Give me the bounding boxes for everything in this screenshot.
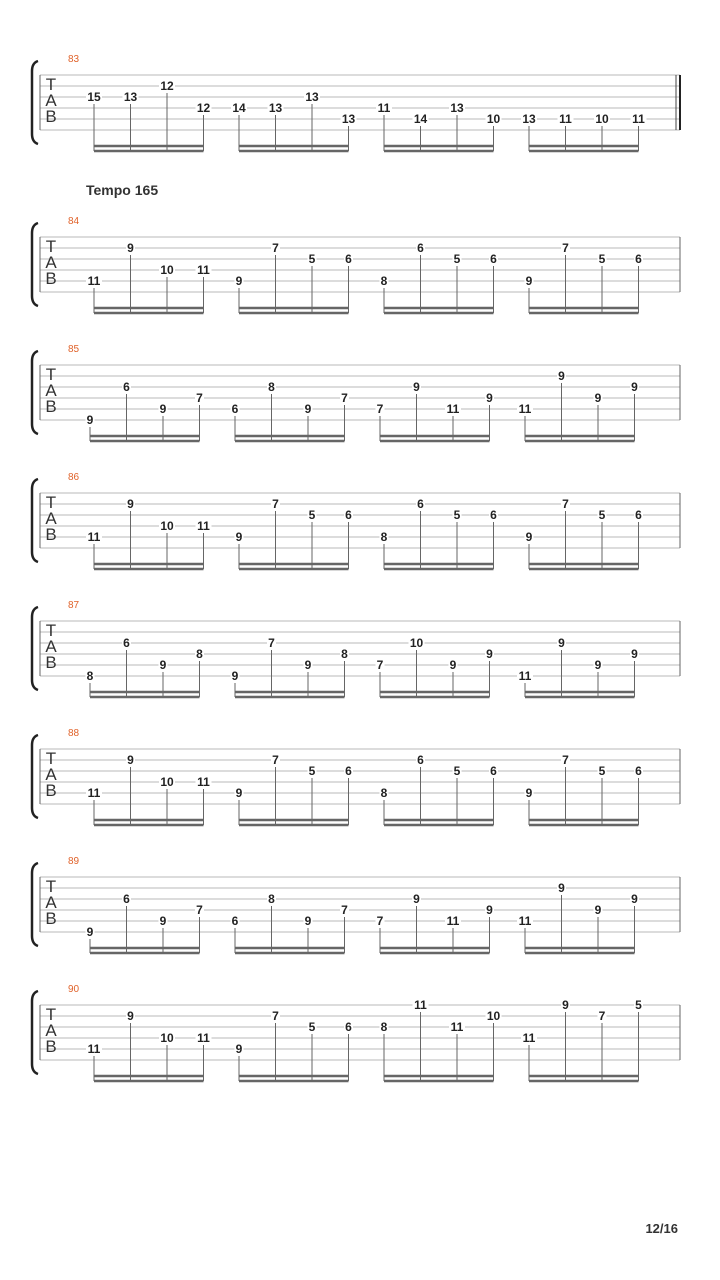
fret-number: 9	[231, 669, 239, 683]
fret-number: 9	[562, 998, 569, 1012]
fret-number: 9	[558, 636, 565, 650]
fret-number: 9	[86, 413, 94, 427]
system-bracket	[32, 223, 38, 306]
fret-number: 7	[562, 497, 569, 511]
fret-number: 7	[196, 391, 203, 405]
fret-number: 13	[522, 112, 536, 126]
tab-staff	[32, 344, 680, 441]
fret-number: 9	[525, 274, 533, 288]
fret-number: 14	[413, 112, 428, 126]
measure-number: 84	[68, 216, 80, 227]
fret-number: 9	[304, 914, 312, 928]
fret-number: 6	[490, 764, 497, 778]
fret-number: 6	[345, 764, 352, 778]
fret-number: 9	[525, 530, 533, 544]
fret-number: 11	[197, 519, 210, 533]
fret-number: 9	[449, 658, 457, 672]
fret-number: 9	[594, 391, 602, 405]
fret-number: 11	[87, 1042, 101, 1056]
tab-staff	[32, 54, 680, 151]
fret-number: 6	[123, 636, 130, 650]
fret-number: 8	[380, 786, 388, 800]
fret-number: 5	[598, 764, 606, 778]
fret-number: 9	[127, 241, 134, 255]
fret-number: 15	[87, 90, 101, 104]
fret-number: 7	[562, 241, 569, 255]
fret-number: 9	[235, 1042, 243, 1056]
fret-number: 11	[518, 669, 532, 683]
fret-number: 7	[376, 658, 384, 672]
fret-number: 11	[450, 1020, 464, 1034]
fret-number: 9	[558, 881, 565, 895]
tab-clef-letter: T	[45, 365, 57, 384]
system-bracket	[32, 607, 38, 690]
fret-number: 9	[235, 530, 243, 544]
fret-number: 6	[123, 380, 130, 394]
system-bracket	[32, 991, 38, 1074]
measure-number: 85	[68, 344, 80, 355]
tab-clef-letter: B	[45, 525, 57, 544]
fret-number: 9	[235, 786, 243, 800]
fret-number: 10	[160, 519, 174, 533]
fret-number: 5	[453, 764, 461, 778]
fret-number: 6	[635, 764, 642, 778]
fret-number: 10	[160, 263, 174, 277]
fret-number: 11	[87, 274, 101, 288]
fret-number: 7	[376, 402, 384, 416]
measure-number: 87	[68, 600, 80, 611]
fret-number: 7	[341, 903, 348, 917]
tab-clef-letter: B	[45, 781, 57, 800]
fret-number: 9	[594, 658, 602, 672]
fret-number: 6	[345, 252, 352, 266]
fret-number: 9	[631, 892, 638, 906]
fret-number: 8	[196, 647, 203, 661]
fret-number: 11	[632, 112, 645, 126]
fret-number: 9	[127, 1009, 134, 1023]
measure-number: 90	[68, 984, 80, 995]
tab-clef-letter: T	[45, 493, 57, 512]
tab-staff	[32, 216, 680, 313]
fret-number: 9	[304, 402, 312, 416]
fret-number: 6	[635, 252, 642, 266]
fret-number: 7	[341, 391, 348, 405]
fret-number: 9	[127, 753, 134, 767]
fret-number: 11	[87, 786, 101, 800]
fret-number: 6	[231, 402, 239, 416]
fret-number: 9	[558, 369, 565, 383]
fret-number: 6	[417, 753, 424, 767]
fret-number: 9	[127, 497, 134, 511]
fret-number: 9	[159, 658, 167, 672]
fret-number: 8	[380, 274, 388, 288]
tab-clef-letter: T	[45, 1005, 57, 1024]
fret-number: 9	[594, 903, 602, 917]
fret-number: 6	[345, 1020, 352, 1034]
fret-number: 11	[522, 1031, 536, 1045]
tab-clef-letter: T	[45, 621, 57, 640]
tab-clef-letter: T	[45, 877, 57, 896]
tab-staff	[32, 984, 680, 1081]
tab-staff	[32, 472, 680, 569]
tab-clef-letter: T	[45, 749, 57, 768]
fret-number: 9	[486, 647, 493, 661]
fret-number: 7	[598, 1009, 606, 1023]
fret-number: 11	[197, 775, 210, 789]
fret-number: 5	[453, 252, 461, 266]
fret-number: 6	[635, 508, 642, 522]
fret-number: 6	[417, 497, 424, 511]
tab-clef-letter: B	[45, 1037, 57, 1056]
fret-number: 7	[272, 1009, 279, 1023]
fret-number: 10	[160, 1031, 174, 1045]
fret-number: 6	[123, 892, 130, 906]
fret-number: 9	[631, 647, 638, 661]
tab-clef-letter: A	[45, 91, 57, 110]
tempo-marking: Tempo 165	[86, 182, 159, 198]
fret-number: 13	[305, 90, 319, 104]
fret-number: 11	[377, 101, 391, 115]
tab-staff	[32, 728, 680, 825]
fret-number: 5	[308, 1020, 316, 1034]
tab-clef-letter: B	[45, 909, 57, 928]
tab-clef-letter: B	[45, 269, 57, 288]
fret-number: 7	[272, 753, 279, 767]
fret-number: 11	[518, 914, 532, 928]
fret-number: 10	[409, 636, 424, 650]
tab-clef-letter: A	[45, 765, 57, 784]
fret-number: 9	[486, 391, 493, 405]
page-number: 12/16	[645, 1221, 678, 1236]
system-bracket	[32, 61, 38, 144]
fret-number: 5	[308, 764, 316, 778]
fret-number: 9	[304, 658, 312, 672]
fret-number: 5	[635, 998, 642, 1012]
fret-number: 5	[308, 252, 316, 266]
fret-number: 7	[562, 753, 569, 767]
fret-number: 9	[413, 380, 420, 394]
fret-number: 9	[413, 892, 420, 906]
tab-clef-letter: B	[45, 107, 57, 126]
fret-number: 11	[87, 530, 101, 544]
system-bracket	[32, 479, 38, 562]
fret-number: 6	[417, 241, 424, 255]
measure-number: 83	[68, 54, 80, 65]
fret-number: 9	[159, 402, 167, 416]
tab-clef-letter: A	[45, 637, 57, 656]
fret-number: 9	[525, 786, 533, 800]
fret-number: 7	[268, 636, 275, 650]
fret-number: 5	[598, 508, 606, 522]
fret-number: 6	[490, 252, 497, 266]
fret-number: 11	[414, 998, 427, 1012]
fret-number: 14	[232, 101, 246, 115]
fret-number: 5	[598, 252, 606, 266]
system-bracket	[32, 863, 38, 946]
system-bracket	[32, 351, 38, 434]
fret-number: 10	[486, 1009, 501, 1023]
tab-clef-letter: A	[45, 1021, 57, 1040]
measure-number: 89	[68, 856, 80, 867]
measure-number: 86	[68, 472, 80, 483]
fret-number: 6	[490, 508, 497, 522]
fret-number: 8	[380, 1020, 388, 1034]
fret-number: 13	[341, 112, 356, 126]
tab-clef-letter: T	[45, 237, 57, 256]
tab-staff	[32, 600, 680, 697]
fret-number: 7	[376, 914, 384, 928]
fret-number: 9	[486, 903, 493, 917]
fret-number: 8	[380, 530, 388, 544]
fret-number: 12	[196, 101, 211, 115]
fret-number: 7	[272, 497, 279, 511]
measure-number: 88	[68, 728, 80, 739]
fret-number: 13	[123, 90, 138, 104]
tab-staff	[32, 856, 680, 953]
fret-number: 13	[268, 101, 283, 115]
fret-number: 8	[341, 647, 348, 661]
fret-number: 9	[86, 925, 94, 939]
fret-number: 5	[453, 508, 461, 522]
tab-clef-letter: B	[45, 397, 57, 416]
fret-number: 10	[486, 112, 501, 126]
fret-number: 5	[308, 508, 316, 522]
fret-number: 11	[197, 1031, 210, 1045]
fret-number: 9	[159, 914, 167, 928]
fret-number: 10	[160, 775, 174, 789]
fret-number: 11	[446, 402, 460, 416]
fret-number: 6	[231, 914, 239, 928]
tab-clef-letter: B	[45, 653, 57, 672]
fret-number: 11	[197, 263, 210, 277]
fret-number: 7	[196, 903, 203, 917]
fret-number: 11	[446, 914, 460, 928]
fret-number: 8	[268, 380, 275, 394]
fret-number: 10	[595, 112, 609, 126]
fret-number: 6	[345, 508, 352, 522]
fret-number: 8	[86, 669, 94, 683]
fret-number: 12	[160, 79, 174, 93]
tab-clef-letter: A	[45, 381, 57, 400]
tab-clef-letter: T	[45, 75, 57, 94]
tab-clef-letter: A	[45, 509, 57, 528]
fret-number: 7	[272, 241, 279, 255]
tab-clef-letter: A	[45, 253, 57, 272]
system-bracket	[32, 735, 38, 818]
fret-number: 11	[518, 402, 532, 416]
tab-clef-letter: A	[45, 893, 57, 912]
fret-number: 9	[631, 380, 638, 394]
fret-number: 13	[450, 101, 464, 115]
fret-number: 11	[559, 112, 572, 126]
fret-number: 8	[268, 892, 275, 906]
fret-number: 9	[235, 274, 243, 288]
